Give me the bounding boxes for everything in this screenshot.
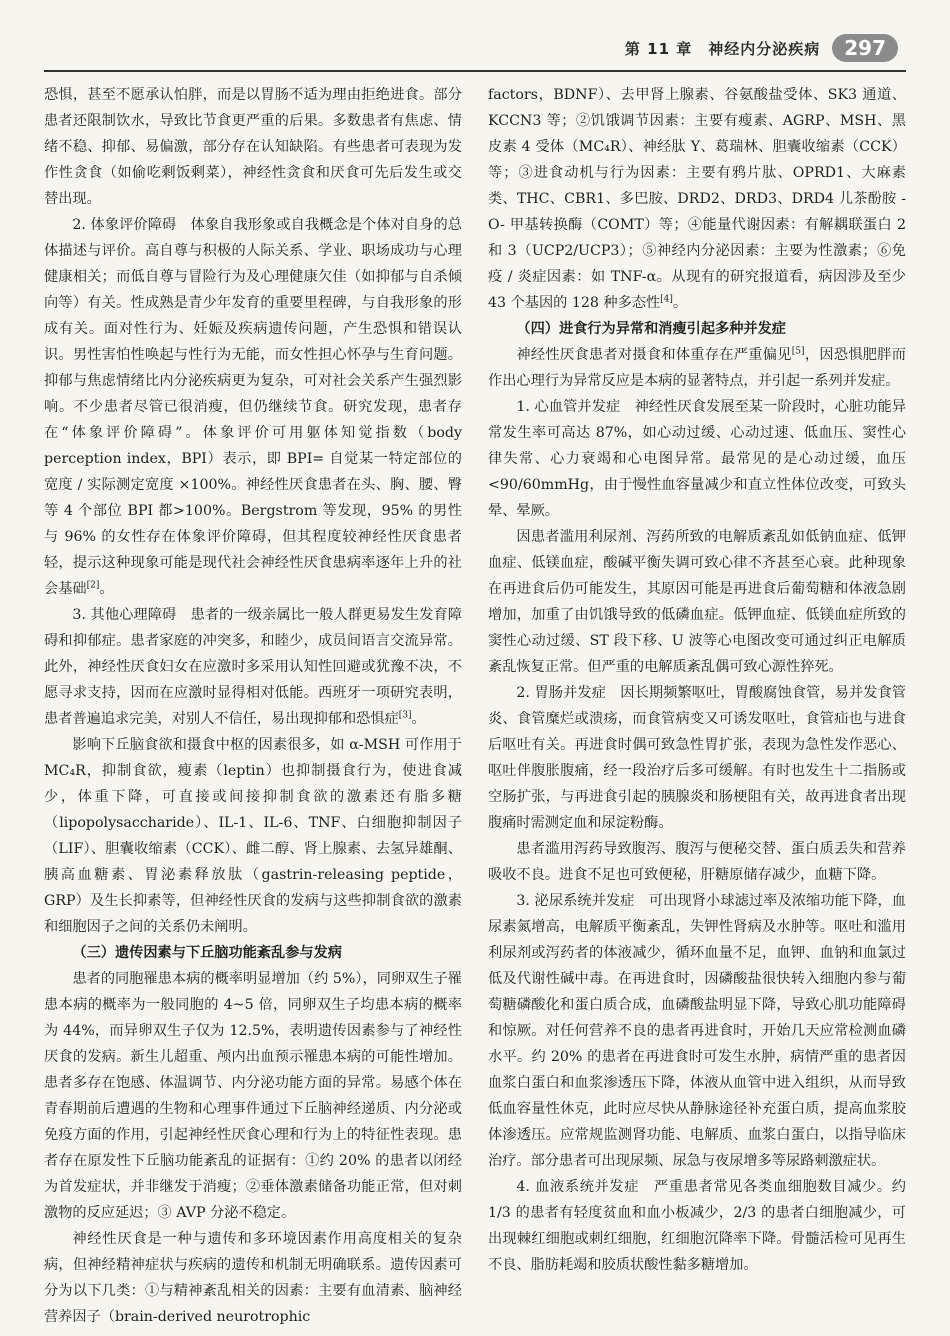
paragraph: factors，BDNF）、去甲肾上腺素、谷氨酸盐受体、SK3 通道、KCCN3 等；②饥饿调节因素：主要有瘦素、AGRP、MSH、黑皮素 4 受体（MC₄R）、神经肽 Y、葛瑞林、胆囊收缩素（CCK）等；③进食动机与行为因素：主要有鸦片肽、OPRD1、大麻素类、THC、CBR1、多巴胺、DRD2、DRD3、DRD4 儿茶酚胺 -O- 甲基转换酶（COMT）等；④能量代谢因素：有解耦联蛋白 2 和 3（UCP2/UCP3）；⑤神经内分泌因素：主要为性激素；⑥免疫 / 炎症因素：如 TNF-α。从现有的研究报道看，病因涉及至少 43 个基因的 128 种多态性[4]。 [488,87,906,311]
paragraph: 3. 其他心理障碍 患者的一级亲属比一般人群更易发生发育障碍和抑郁症。患者家庭的冲突多，和睦少，成员间语言交流异常。此外，神经性厌食妇女在应激时多采用认知性回避或犹豫不决，不愿寻求支持，因而在应激时显得相对低能。西班牙一项研究表明，患者普遍追求完美，对别人不信任，易出现抑郁和恐惧症[3]。 [44,607,462,727]
chapter-title: 第 11 章 神经内分泌疾病 [624,39,821,58]
paragraph: 恐惧，甚至不愿承认怕胖，而是以胃肠不适为理由拒绝进食。部分患者还限制饮水，导致比节食更严重的后果。多数患者有焦虑、情绪不稳、抑郁、易偏激，部分存在认知缺陷。有些患者可表现为发作性贪食（如偷吃剩饭剩菜），神经性贪食和厌食可先后发生或交替出现。 [44,87,462,207]
page-number: 297 [832,34,898,62]
right-column [488,82,906,1332]
citation-ref: [5] [791,346,805,357]
page-header [44,28,898,68]
section-heading: （四）进食行为异常和消瘦引起多种并发症 [516,321,786,337]
left-column [44,82,462,1332]
paragraph: 神经性厌食是一种与遗传和多环境因素作用高度相关的复杂病，但神经精神症状与疾病的遗传和机制无明确联系。遗传因素可分为以下几类：①与精神紊乱相关的因素：主要有血清素、脑神经营养因子（brain-derived neurotrophic [44,1231,462,1325]
citation-ref: [4] [660,294,673,305]
paragraph: 3. 泌尿系统并发症 可出现肾小球滤过率及浓缩功能下降，血尿素氮增高，电解质平衡紊乱，失钾性肾病及水肿等。呕吐和滥用利尿剂或泻药者的体液减少，循环血量不足，血钾、血钠和血氯过低及代谢性碱中毒。在再进食时，因磷酸盐很快转入细胞内参与葡萄糖磷酸化和蛋白质合成，血磷酸盐明显下降，导致心肌功能障碍和惊厥。对任何营养不良的患者再进食时，开始几天应常检测血磷水平。约 20% 的患者在再进食时可发生水肿，病情严重的患者因血浆白蛋白和血浆渗透压下降，体液从血管中进入组织，从而导致低血容量性休克，此时应尽快从静脉途径补充蛋白质，提高血浆胶体渗透压。应常规监测肾功能、电解质、血浆白蛋白，以指导临床治疗。部分患者可出现尿频、尿急与夜尿增多等尿路刺激症状。 [488,893,906,1169]
header-rule [44,70,906,72]
paragraph: 神经性厌食患者对摄食和体重存在严重偏见[5]，因恐惧肥胖而作出心理行为异常反应是本病的显著特点，并引起一系列并发症。 [488,346,906,389]
citation-ref: [3] [398,710,412,721]
paragraph: 患者滥用泻药导致腹泻、腹泻与便秘交替、蛋白质丢失和营养吸收不良。进食不足也可致便秘，肝糖原储存减少，血糖下降。 [488,841,906,883]
body-columns [44,82,906,1332]
paragraph: 患者的同胞罹患本病的概率明显增加（约 5%），同卵双生子罹患本病的概率为一般同胞的 4~5 倍，同卵双生子均患本病的概率为 44%，而异卵双生子仅为 12.5%，表明遗传因素参与了神经性厌食的发病。新生儿超重、颅内出血预示罹患本病的可能性增加。患者多存在饱感、体温调节、内分泌功能方面的异常。易感个体在青春期前后遭遇的生物和心理事件通过下丘脑神经递质、内分泌或免疫方面的作用，引起神经性厌食心理和行为上的特征性表现。患者存在原发性下丘脑功能紊乱的证据有：①约 20% 的患者以闭经为首发症状，并非继发于消瘦；②垂体激素储备功能正常，但对刺激物的反应延迟；③ AVP 分泌不稳定。 [44,971,462,1221]
paragraph: 2. 体象评价障碍 体象自我形象或自我概念是个体对自身的总体描述与评价。高自尊与积极的人际关系、学业、职场成功与心理健康相关；而低自尊与冒险行为及心理健康欠佳（如抑郁与自杀倾向等）有关。性成熟是青少年发育的重要里程碑，与自我形象的形成有关。面对性行为、妊娠及疾病遗传问题，产生恐惧和错误认识。男性害怕性唤起与性行为无能，而女性担心怀孕与生育问题。抑郁与焦虑情绪比内分泌疾病更为复杂，可对社会关系产生强烈影响。不少患者尽管已很消瘦，但仍继续节食。研究发现，患者存在“体象评价障碍”。体象评价可用躯体知觉指数（body perception index，BPI）表示，即 BPI= 自觉某一特定部位的宽度 / 实际测定宽度 ×100%。神经性厌食患者在头、胸、腰、臀等 4 个部位 BPI 都>100%。Bergstrom 等发现，95% 的男性与 96% 的女性存在体象评价障碍，但其程度较神经性厌食患者轻，提示这种现象可能是现代社会神经性厌食患病率逐年上升的社会基础[2]。 [44,217,462,597]
citation-ref: [2] [86,580,100,591]
paragraph: 因患者滥用利尿剂、泻药所致的电解质紊乱如低钠血症、低钾血症、低镁血症，酸碱平衡失调可致心律不齐甚至心衰。此种现象在再进食后仍可能发生，其原因可能是再进食后葡萄糖和体液急剧增加，加重了由饥饿导致的低磷血症。低钾血症、低镁血症所致的窦性心动过缓、ST 段下移、U 波等心电图改变可通过纠正电解质紊乱恢复正常。但严重的电解质紊乱偶可致心源性猝死。 [488,529,906,675]
paragraph: 1. 心血管并发症 神经性厌食发展至某一阶段时，心脏功能异常发生率可高达 87%，如心动过缓、心动过速、低血压、窦性心律失常、心力衰竭和心电图异常。最常见的是心动过缓，血压<90/60mmHg，由于慢性血容量减少和直立性体位改变，可致头晕、晕厥。 [488,399,906,519]
section-heading: （三）遗传因素与下丘脑功能紊乱参与发病 [72,945,342,961]
paragraph: 2. 胃肠并发症 因长期频繁呕吐，胃酸腐蚀食管，易并发食管炎、食管糜烂或溃疡，而食管病变又可诱发呕吐，食管疝也与进食后呕吐有关。再进食时偶可致急性胃扩张，表现为急性发作恶心、呕吐伴腹胀腹痛，经一段治疗后多可缓解。有时也发生十二指肠或空肠扩张，与再进食引起的胰腺炎和肠梗阻有关，故再进食者出现腹痛时需测定血和尿淀粉酶。 [488,685,906,831]
paragraph: 影响下丘脑食欲和摄食中枢的因素很多，如 α-MSH 可作用于 MC₄R，抑制食欲，瘦素（leptin）也抑制摄食行为，使进食减少，体重下降，可直接或间接抑制食欲的激素还有脂多糖（lipopolysaccharide）、IL-1、IL-6、TNF、白细胞抑制因子（LIF）、胆囊收缩素（CCK）、雌二醇、肾上腺素、去氢异雄酮、胰高血糖素、胃泌素释放肽（gastrin-releasing peptide，GRP）及生长抑素等，但神经性厌食的发病与这些抑制食欲的激素和细胞因子之间的关系仍未阐明。 [44,737,462,935]
paragraph: 4. 血液系统并发症 严重患者常见各类血细胞数目减少。约 1/3 的患者有轻度贫血和血小板减少，2/3 的患者白细胞减少，可出现棘红细胞或刺红细胞，红细胞沉降率下降。骨髓活检可见再生不良、脂肪耗竭和胶质状酸性黏多糖增加。 [488,1179,906,1273]
